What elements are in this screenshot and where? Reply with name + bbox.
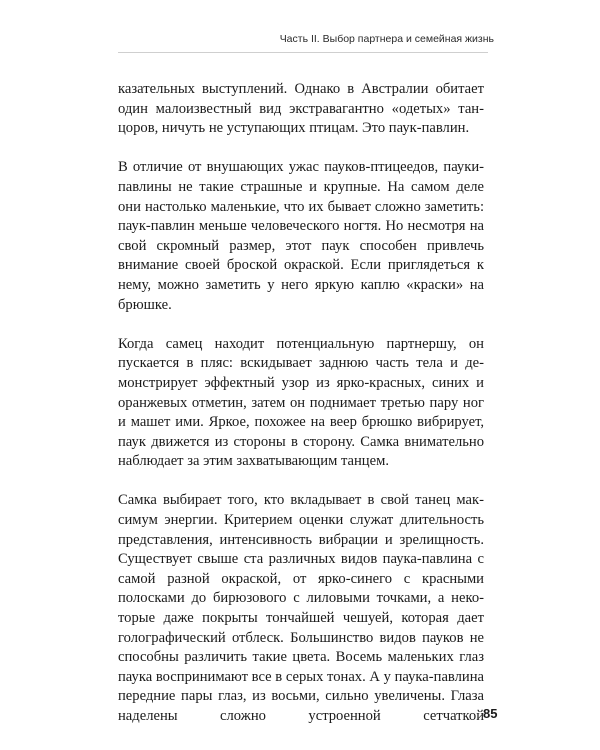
page-number: 85 [483,706,498,721]
body-text [118,80,484,727]
running-header: Часть II. Выбор партнера и семейная жизнь [279,33,494,45]
paragraph: В отличие от внушающих ужас пауков-птицеедов, пауки-павлины не такие страшные и крупные. На самом деле они настолько маленькие, что их бывает сложно заметить: паук-павлин меньше человеческого ногтя. Но несмотря на свой скромный размер, этот паук способен привлечь внимание своей броской окраской. Если приглядеться к нему, можно заметить у него яркую каплю «краски» на брюшке. [118,159,484,313]
paragraph: Когда самец находит потенциальную партнершу, он пускается в пляс: вскидывает заднюю часть тела и демонстрирует эффектный узор из ярко-красных, синих и оранжевых отметин, затем он поднимает третью пару ног и машет ими. Яркое, похожее на веер брюшко вибрирует, паук движется из стороны в сторону. Самка внимательно наблюдает за этим захватывающим танцем. [118,335,484,470]
paragraph: Самка выбирает того, кто вкладывает в свой танец максимум энергии. Критерием оценки служат длительность представления, интенсивность вибрации и зрелищность. Существует свыше ста различных видов паука-павлина с самой разной окраской, от ярко-синего с красными полосками до бирюзового с лиловыми точками, а некоторые даже покрыты тончайшей чешуей, которая дает голографический отблеск. Большинство видов пауков не способны различить такие цвета. Восемь маленьких глаз паука воспринимают все в серых тонах. А у паука-павлина передние пары глаз, из восьми, сильно увеличены. Глаза наделены сложно устроенной сетчаткой [118,492,484,724]
header-divider [118,52,488,53]
paragraph: казательных выступлений. Однако в Австралии обитает один малоизвестный вид экстравагантно «одетых» танцоров, ничуть не уступающих птицам. Это паук-павлин. [118,81,484,137]
